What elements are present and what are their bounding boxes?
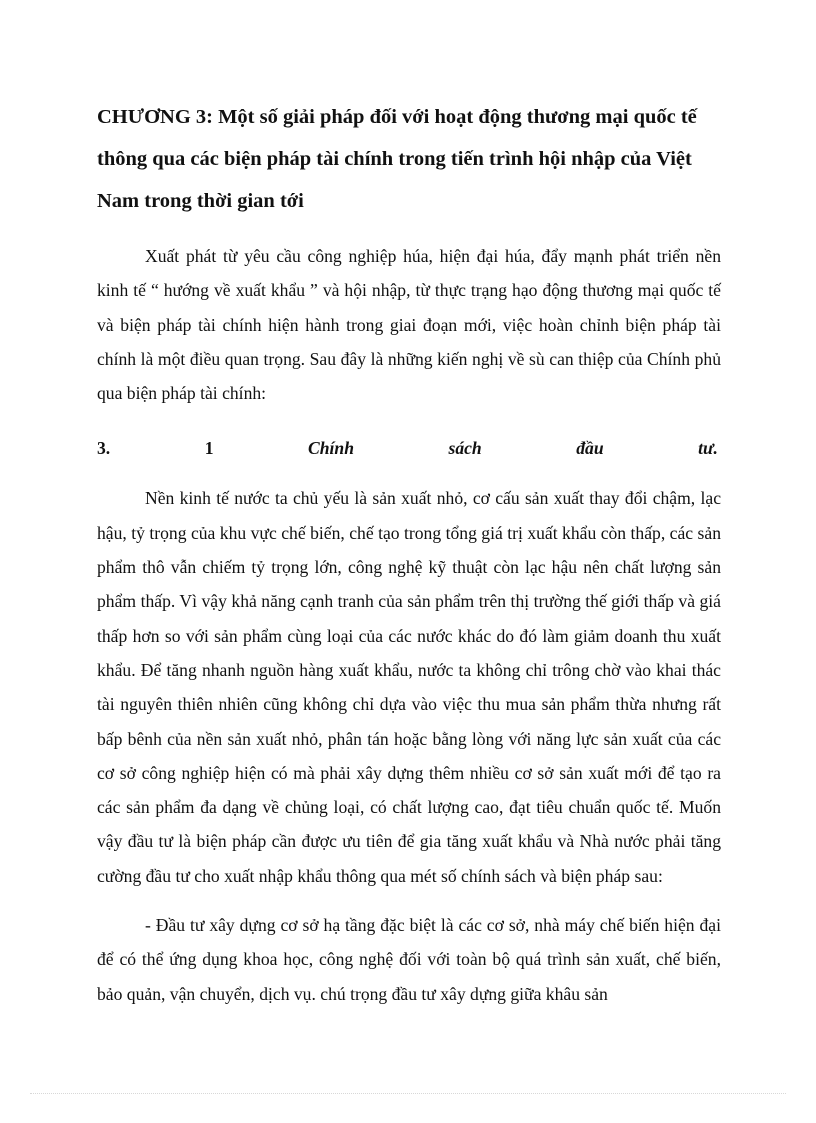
bullet-paragraph: - Đầu tư xây dựng cơ sở hạ tầng đặc biệt là các cơ sở, nhà máy chế biến hiện đại để có thể ứng dụng khoa học, công nghệ đối với toàn bộ quá trình sản xuất, chế biến, bảo quản, vận chuyển, dịch vụ. chú trọng đầu tư xây dựng giữa khâu sản [97, 915, 721, 1004]
section-number-a: 3. [97, 438, 111, 459]
intro-paragraph: Xuất phát từ yêu cầu công nghiệp húa, hiện đại húa, đẩy mạnh phát triển nền kinh tế “ hướng về xuất khẩu ” và hội nhập, từ thực trạng hạo động thương mại quốc tế và biện pháp tài chính hiện hành trong giai đoạn mới, việc hoàn chỉnh biện pháp tài chính là một điều quan trọng. Sau đây là những kiến nghị về sù can thiệp của Chính phủ qua biện pháp tài chính: [97, 246, 721, 404]
chapter-title: CHƯƠNG 3: Một số giải pháp đối với hoạt động thương mại quốc tế thông qua các biện pháp tài chính trong tiến trình hội nhập của Việt Nam trong thời gian tới [97, 106, 697, 212]
section-title-word-3: đầu [576, 438, 604, 459]
section-number-b: 1 [204, 438, 214, 459]
page-bottom-divider [30, 1093, 786, 1094]
section-title-word-1: Chính [308, 438, 354, 459]
section-title-word-4: tư. [698, 438, 718, 459]
document-page [97, 96, 721, 1011]
section-heading [97, 431, 718, 465]
body-paragraph: Nền kinh tế nước ta chủ yếu là sản xuất nhỏ, cơ cấu sản xuất thay đổi chậm, lạc hậu, tỷ trọng của khu vực chế biến, chế tạo trong tổng giá trị xuất khẩu còn thấp, các sản phẩm thô vẫn chiếm tỷ trọng lớn, công nghệ kỹ thuật còn lạc hậu nên chất lượng sản phẩm thấp. Vì vậy khả năng cạnh tranh của sản phẩm trên thị trường thế giới thấp và giá thấp hơn so với sản phẩm cùng loại của các nước khác do đó làm giảm doanh thu xuất khẩu. Để tăng nhanh nguồn hàng xuất khẩu, nước ta không chỉ trông chờ vào khai thác tài nguyên thiên nhiên cũng không chỉ dựa vào việc thu mua sản phẩm thừa nhưng rất bấp bênh của nền sản xuất nhỏ, phân tán hoặc bằng lòng với năng lực sản xuất của các cơ sở công nghiệp hiện có mà phải xây dựng thêm nhiều cơ sở sản xuất mới để tạo ra các sản phẩm đa dạng về chủng loại, có chất lượng cao, đạt tiêu chuẩn quốc tế. Muốn vậy đầu tư là biện pháp cần được ưu tiên để gia tăng xuất khẩu và Nhà nước phải tăng cường đầu tư cho xuất nhập khẩu thông qua mét số chính sách và biện pháp sau: [97, 488, 721, 886]
section-title-word-2: sách [448, 438, 482, 459]
